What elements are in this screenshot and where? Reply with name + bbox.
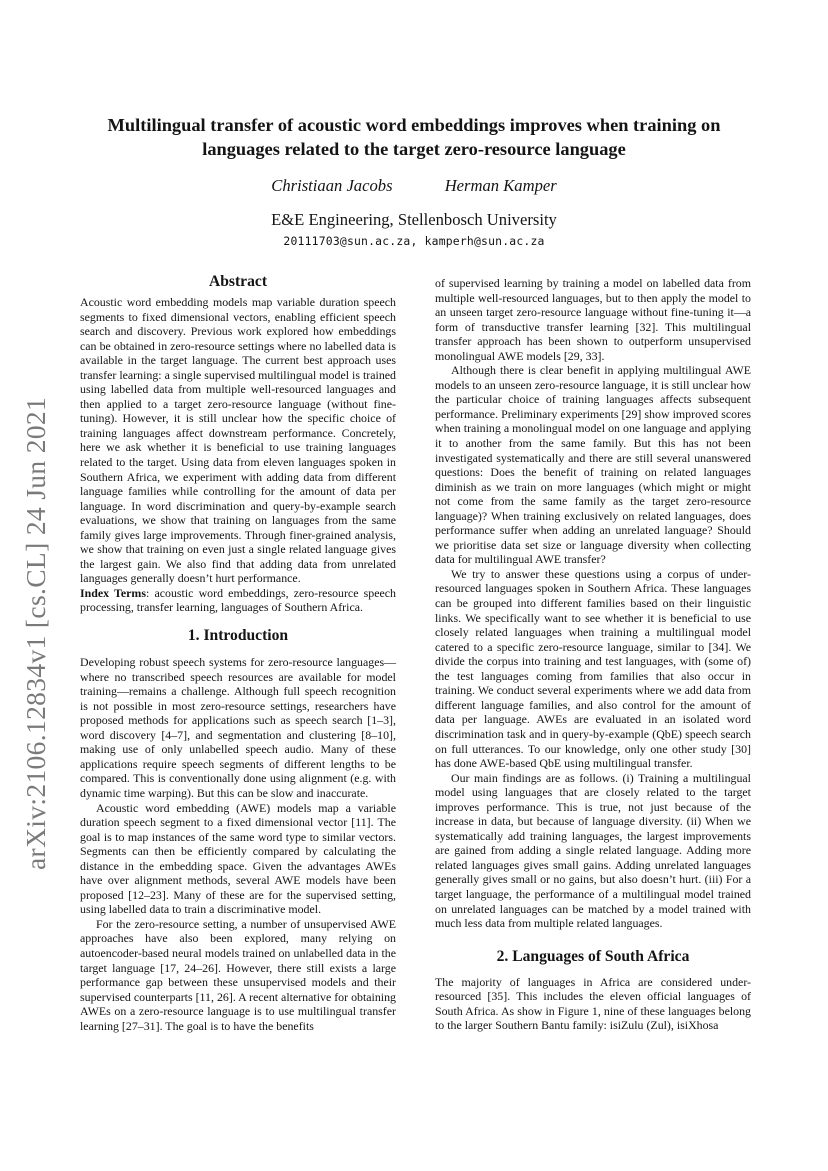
body-paragraph: For the zero-resource setting, a number of unsupervised AWE approaches have also been explored, many relying on autoencoder-based neural models trained on unlabelled data in the target language [17, 24–26]. However, there still exists a large performance gap between these unsupervised models and their supervised counterparts [11, 26]. A recent alternative for obtaining AWEs on a zero-resource language is to use multilingual transfer learning [27–31]. The goal is to have the benefits xyxy=(80,916,396,1033)
index-terms-text: : acoustic word embeddings, zero-resource speech processing, transfer learning, languages of Southern Africa. xyxy=(80,585,396,615)
body-paragraph: Our main findings are as follows. (i) Training a multilingual model using languages that are closely related to the target improves performance. This is true, not just because of the increase in data, but because of language diversity. (ii) When we systematically add training languages, the largest improvements are gained from adding a single related language. Adding more related languages gives small gains. Adding unrelated languages generally gives small or no gains, but also doesn’t hurt. (iii) For a target language, the performance of a multilingual model trained on unrelated languages can be matched by a model trained with much less data from multiple related languages. xyxy=(435,770,751,931)
left-column xyxy=(80,272,396,1033)
abstract-heading: Abstract xyxy=(208,273,268,290)
body-paragraph: The majority of languages in Africa are considered under-resourced [35]. This includes the eleven official languages of South Africa. As show in Figure 1, nine of these languages belong to the larger Southern Bantu family: isiZulu (Zul), isiXhosa xyxy=(435,974,751,1033)
author-list xyxy=(0,176,828,196)
body-paragraph: We try to answer these questions using a corpus of under-resourced languages spoken in Southern Africa. These languages can be grouped into different families based on their linguistic links. We specifically want to see whether it is beneficial to use closely related languages when training a multilingual model catered to a specific zero-resource language, similar to [34]. We divide the corpus into training and test languages, with (some of) the test languages coming from families that also occur in training. We conduct several experiments where we add data from different language families, and also control for the amount of data per language. AWEs are evaluated in an isolated word discrimination task and in query-by-example (QbE) speech search on full utterances. To our knowledge, only one other study [30] has done AWE-based QbE using multilingual transfer. xyxy=(435,566,751,771)
arxiv-stamp-text: arXiv:2106.12834v1 [cs.CL] 24 Jun 2021 xyxy=(20,396,51,870)
abstract-text: Acoustic word embedding models map variable duration speech segments to fixed dimensional vectors, enabling efficient speech search and discovery. Previous work explored how embeddings can be obtained in zero-resource settings where no labelled data is available in the target language. The current best approach uses transfer learning: a single supervised multilingual model is trained using labelled data from multiple well-resourced languages and then applied to a target zero-resource language (without fine-tuning). However, it is still unclear how the specific choice of training languages affect downstream performance. Concretely, here we ask whether it is beneficial to use training languages related to the target. Using data from eleven languages spoken in Southern Africa, we experiment with adding data from different language families while controlling for the amount of data per language. In word discrimination and query-by-example search evaluations, we show that training on languages from the same family gives large improvements. Through finer-grained analysis, we show that training on even just a single related language gives the largest gain. We also find that adding data from unrelated languages generally doesn’t hurt performance. xyxy=(80,295,396,586)
affiliation: E&E Engineering, Stellenbosch University xyxy=(271,210,557,229)
index-terms-label: Index Terms xyxy=(80,585,146,600)
right-column xyxy=(435,276,751,1033)
author-emails: 20111703@sun.ac.za, kamperh@sun.ac.za xyxy=(283,234,545,248)
author-name: Christiaan Jacobs xyxy=(271,176,393,195)
body-paragraph: Acoustic word embedding (AWE) models map a variable duration speech segment to a fixed dimensional vector [11]. The goal is to map instances of the same word type to similar vectors. Segments can then be efficiently compared by calculating the distance in the embedding space. Given the advantages AWEs have over alignment methods, several AWE models have been proposed [12–23]. Many of these are for the supervised setting, using labelled data to train a discriminative model. xyxy=(80,800,396,917)
paper-title: Multilingual transfer of acoustic word embeddings improves when training on languages related to the target zero-resource language xyxy=(107,115,721,159)
section-heading-introduction: 1. Introduction xyxy=(187,627,289,645)
body-paragraph: Although there is clear benefit in applying multilingual AWE models to an unseen zero-resource language, it is still unclear how the particular choice of training languages affects subsequent performance. Preliminary experiments [29] show improved scores when training a monolingual model on one language and applying it to another from the same family. But this has not been investigated systematically and there are still several unanswered questions: Does the benefit of training on related languages diminish as we train on more languages (which might or might not come from the same family as the target zero-resource language)? When training exclusively on related languages, does performance suffer when adding an unrelated language? Should we prioritise data set size or language diversity when collecting data for multilingual AWE transfer? xyxy=(435,363,751,567)
body-paragraph: of supervised learning by training a model on labelled data from multiple well-resourced languages, but to then apply the model to an unseen target zero-resource language without fine-tuning it—a form of transductive transfer learning [32]. This multilingual transfer approach has been shown to outperform unsupervised monolingual AWE models [29, 33]. xyxy=(435,276,751,363)
section-heading-languages: 2. Languages of South Africa xyxy=(496,947,690,965)
body-paragraph: Developing robust speech systems for zero-resource languages—where no transcribed speech resources are available for model training—remains a challenge. Although full speech recognition is not possible in most zero-resource settings, researchers have proposed methods for applications such as speech search [1–3], word discovery [4–7], and segmentation and clustering [8–10], making use of only unlabelled speech audio. Many of these applications require speech segments of different lengths to be compared. This is conventionally done using alignment (e.g. with dynamic time warping). But this can be slow and inaccurate. xyxy=(80,655,396,800)
author-name: Herman Kamper xyxy=(444,176,557,195)
index-terms xyxy=(80,586,396,615)
